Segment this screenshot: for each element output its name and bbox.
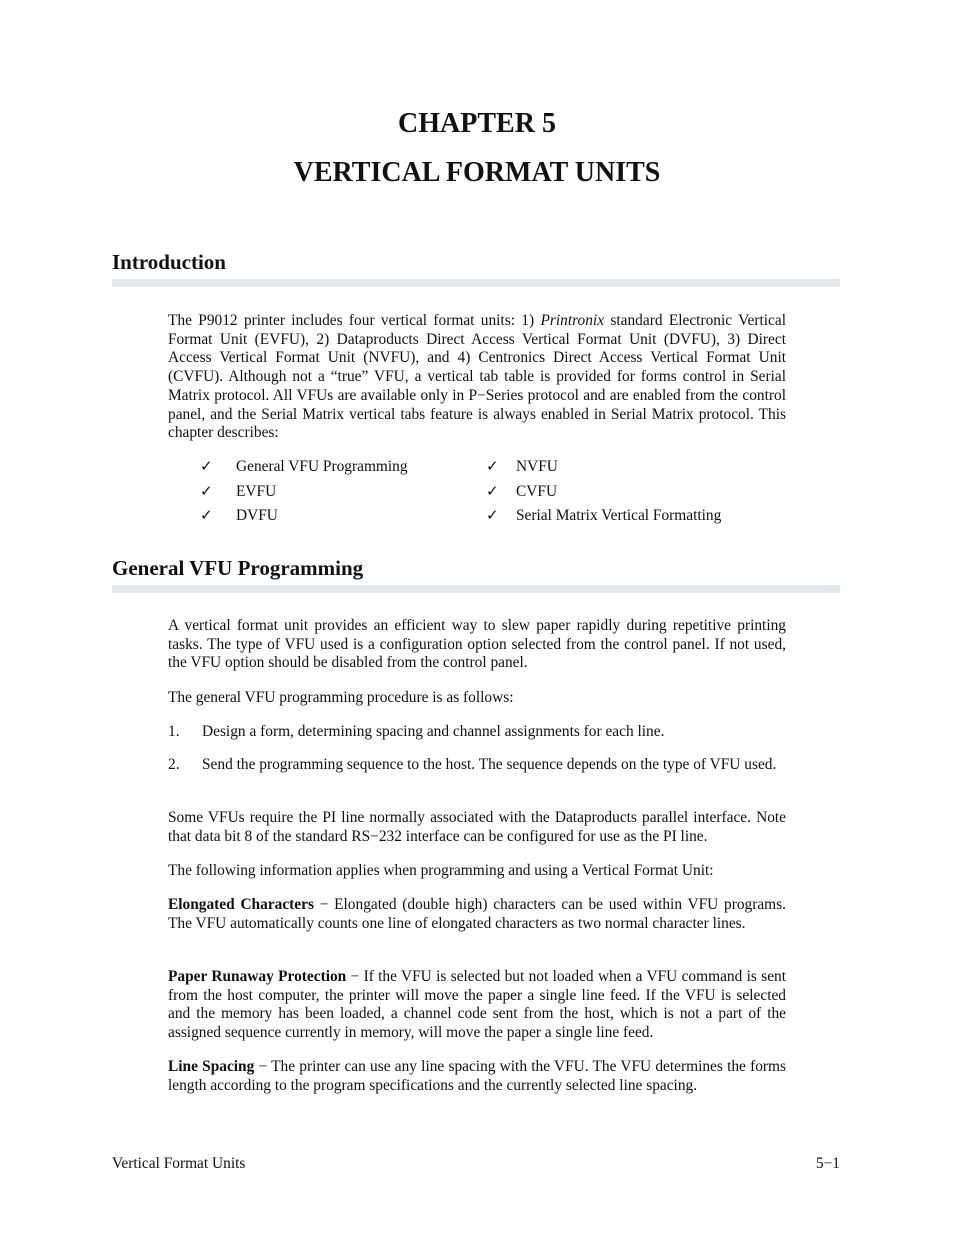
general-paragraph-3: Some VFUs require the PI line normally associated with the Dataproducts parallel interface. Note that data bit 8 of the standard RS−232 interface can be configured for use as the PI line. — [168, 809, 786, 845]
introduction-paragraph — [168, 312, 786, 443]
footer-section-title: Vertical Format Units — [112, 1155, 246, 1172]
definition-text: If the VFU is selected but not loaded when a VFU command is sent from the host computer, the printer will move the paper a single line feed. If the VFU is selected and the memory has been loaded, a channel code sent from the host, which is not a part of the assigned sequence currently in memory, will move the paper a single line feed. — [168, 968, 786, 1042]
checkmark-icon: ✓ — [486, 508, 499, 524]
definition-term: Line Spacing — [168, 1058, 255, 1075]
checkmark-icon: ✓ — [200, 484, 213, 500]
chapter-title: VERTICAL FORMAT UNITS — [293, 157, 661, 188]
introduction-heading: Introduction — [112, 250, 226, 274]
checkmark-icon: ✓ — [200, 459, 213, 475]
definition-item — [168, 1058, 786, 1095]
intro-text-part-1: The P9012 printer includes four vertical format units: 1) — [168, 312, 541, 329]
intro-text-brand: Printronix — [540, 312, 605, 329]
definition-term: Elongated Characters — [168, 896, 314, 913]
definition-item — [168, 896, 786, 933]
section-rule — [112, 585, 840, 593]
checkmark-icon: ✓ — [200, 508, 213, 524]
step-number: 2. — [168, 756, 180, 773]
page-number: 5−1 — [815, 1155, 840, 1172]
general-paragraph-2: The general VFU programming procedure is as follows: — [168, 689, 514, 706]
definition-term: Paper Runaway Protection — [168, 968, 347, 985]
definition-text: Elongated (double high) characters can be used within VFU programs. The VFU automatically counts one line of elongated characters as two normal character lines. — [168, 896, 786, 932]
definition-separator: − — [313, 896, 335, 913]
intro-text-part-2: standard Electronic Vertical Format Unit (EVFU), 2) Dataproducts Direct Access Vertical Format Unit (DVFU), 3) Direct Access Vertical Format Unit (NVFU), and 4) Centronics Direct Access Vertical Format Unit (CVFU). Although not a “true” VFU, a vertical tab table is provided for forms control in Serial Matrix protocol. All VFUs are available only in P−Series protocol and are enabled from the control panel, and the Serial Matrix vertical tabs feature is always enabled in Serial Matrix protocol. This chapter describes: — [168, 312, 787, 442]
general-vfu-heading: General VFU Programming — [112, 556, 364, 580]
section-rule — [112, 279, 840, 287]
definition-separator: − — [254, 1058, 272, 1075]
definition-text: The printer can use any line spacing with the VFU. The VFU determines the forms length according to the program specifications and the currently selected line spacing. — [168, 1058, 786, 1094]
general-paragraph-4: The following information applies when programming and using a Vertical Format Unit: — [168, 862, 714, 879]
checkmark-icon: ✓ — [486, 484, 499, 500]
definition-separator: − — [346, 968, 364, 985]
checkmark-icon: ✓ — [486, 459, 499, 475]
chapter-number: CHAPTER 5 — [398, 108, 556, 139]
step-text: Design a form, determining spacing and channel assignments for each line. — [202, 723, 665, 740]
procedure-step — [168, 756, 786, 775]
general-paragraph-1: A vertical format unit provides an efficient way to slew paper rapidly during repetitive printing tasks. The type of VFU used is a configuration option selected from the control panel. If not used, the VFU option should be disabled from the control panel. — [168, 617, 786, 672]
procedure-step — [168, 723, 786, 742]
step-text: Send the programming sequence to the host. The sequence depends on the type of VFU used. — [202, 756, 777, 773]
definition-item — [168, 968, 786, 1043]
step-number: 1. — [168, 723, 180, 740]
